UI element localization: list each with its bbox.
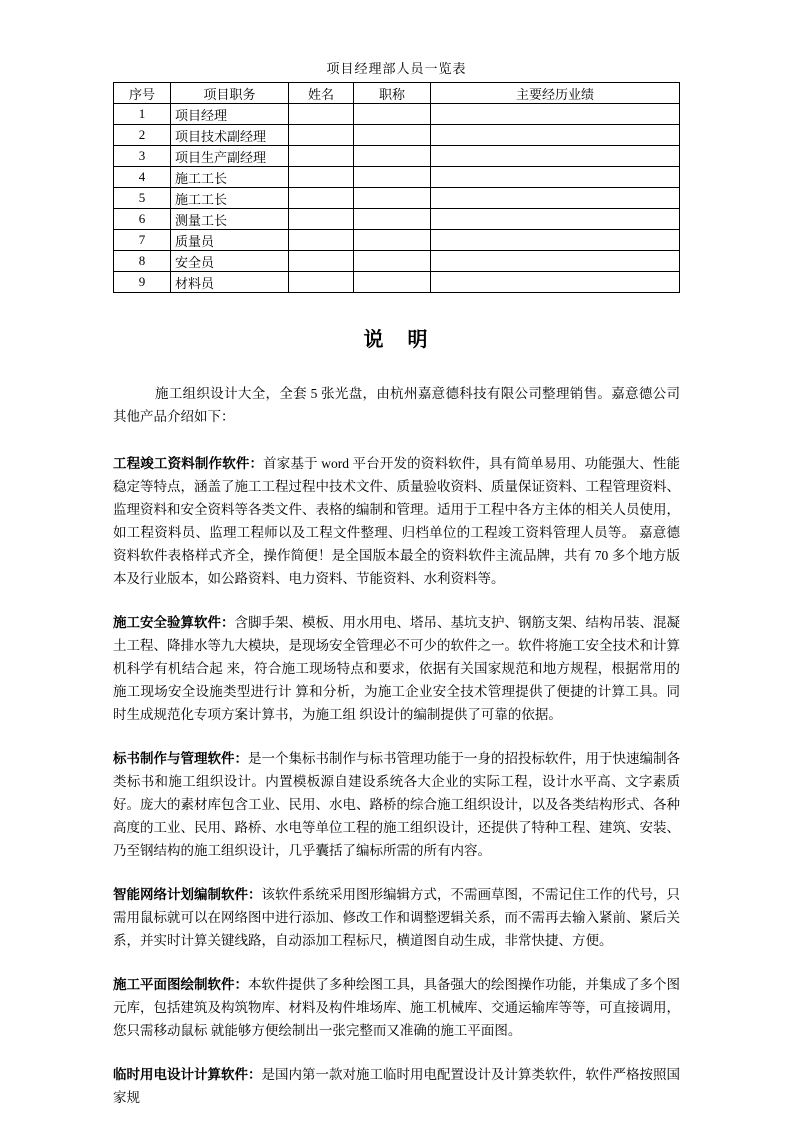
table-cell-position: 质量员 bbox=[171, 230, 289, 251]
table-row bbox=[114, 104, 680, 125]
table-cell-name bbox=[289, 230, 354, 251]
software-name-label: 智能网络计划编制软件： bbox=[113, 887, 262, 902]
table-cell-name bbox=[289, 188, 354, 209]
software-section bbox=[113, 1063, 680, 1109]
table-cell-achievements bbox=[431, 209, 680, 230]
software-name-label: 施工平面图绘制软件： bbox=[113, 977, 248, 992]
table-cell-name bbox=[289, 209, 354, 230]
table-cell-no: 5 bbox=[114, 188, 171, 209]
personnel-table-body bbox=[114, 104, 680, 293]
table-cell-position: 项目技术副经理 bbox=[171, 125, 289, 146]
software-name-label: 临时用电设计计算软件： bbox=[113, 1067, 262, 1082]
table-cell-position: 项目经理 bbox=[171, 104, 289, 125]
software-section bbox=[113, 611, 680, 726]
personnel-table-header bbox=[114, 83, 680, 104]
table-row bbox=[114, 167, 680, 188]
table-cell-achievements bbox=[431, 125, 680, 146]
table-cell-name bbox=[289, 125, 354, 146]
table-cell-no: 8 bbox=[114, 251, 171, 272]
header-cell-no: 序号 bbox=[114, 83, 171, 104]
table-cell-achievements bbox=[431, 104, 680, 125]
software-description: 该软件系统采用图形编辑方式，不需画草图，不需记住工作的代号，只需用鼠标就可以在网络图中进行添加、修改工作和调整逻辑关系，而不需再去输入紧前、紧后关系，并实时计算关键线路，自动添加工程标尺，横道图自动生成，非常快捷、方便。 bbox=[113, 887, 680, 948]
table-cell-position: 项目生产副经理 bbox=[171, 146, 289, 167]
header-cell-position: 项目职务 bbox=[171, 83, 289, 104]
table-cell-achievements bbox=[431, 188, 680, 209]
software-description: 含脚手架、模板、用水用电、塔吊、基坑支护、钢筋支架、结构吊装、混凝土工程、降排水等九大模块，是现场安全管理必不可少的软件之一。软件将施工安全技术和计算机科学有机结合起 来，符合施工现场特点和要求，依据有关国家规范和地方规程，根据常用的施工现场安全设施类型进行计 算和分析，为施工企业安全技术管理提供了便捷的计算工具。同时生成规范化专项方案计算书，为施工组 织设计的编制提供了可靠的依据。 bbox=[113, 615, 680, 722]
table-cell-title bbox=[354, 125, 431, 146]
table-cell-no: 7 bbox=[114, 230, 171, 251]
table-cell-title bbox=[354, 104, 431, 125]
table-row bbox=[114, 146, 680, 167]
table-cell-title bbox=[354, 188, 431, 209]
table-cell-position: 施工工长 bbox=[171, 167, 289, 188]
table-cell-position: 施工工长 bbox=[171, 188, 289, 209]
table-cell-title bbox=[354, 146, 431, 167]
table-row bbox=[114, 209, 680, 230]
intro-paragraph: 施工组织设计大全，全套 5 张光盘，由杭州嘉意德科技有限公司整理销售。嘉意德公司其他产品介绍如下： bbox=[113, 386, 680, 424]
table-header-row bbox=[114, 83, 680, 104]
table-cell-name bbox=[289, 104, 354, 125]
table-cell-no: 4 bbox=[114, 167, 171, 188]
software-section bbox=[113, 452, 680, 590]
software-description: 是一个集标书制作与标书管理功能于一身的招投标软件，用于快速编制各类标书和施工组织设计。内置模板源自建设系统各大企业的实际工程，设计水平高、文字素质好。庞大的素材库包含工业、民用、水电、路桥的综合施工组织设计，以及各类结构形式、各种高度的工业、民用、路桥、水电等单位工程的施工组织设计，还提供了特种工程、建筑、安装、乃至钢结构的施工组织设计，几乎囊括了编标所需的所有内容。 bbox=[113, 751, 680, 858]
table-cell-position: 测量工长 bbox=[171, 209, 289, 230]
table-cell-title bbox=[354, 209, 431, 230]
software-description: 是国内第一款对施工临时用电配置设计及计算类软件，软件严格按照国家规 bbox=[113, 1067, 680, 1105]
table-cell-no: 2 bbox=[114, 125, 171, 146]
software-section bbox=[113, 883, 680, 952]
table-cell-name bbox=[289, 146, 354, 167]
software-description: 本软件提供了多种绘图工具，具备强大的绘图操作功能，并集成了多个图元库，包括建筑及构筑物库、材料及构件堆场库、施工机械库、交通运输库等等，可直接调用，您只需移动鼠标 就能够方便绘制出一张完整而又准确的施工平面图。 bbox=[113, 977, 680, 1038]
table-cell-position: 安全员 bbox=[171, 251, 289, 272]
table-cell-name bbox=[289, 272, 354, 293]
table-cell-achievements bbox=[431, 167, 680, 188]
table-cell-name bbox=[289, 167, 354, 188]
table-cell-achievements bbox=[431, 251, 680, 272]
software-description: 首家基于 word 平台开发的资料软件，具有简单易用、功能强大、性能稳定等特点，涵盖了施工工程过程中技术文件、质量验收资料、质量保证资料、工程管理资料、监理资料和安全资料等各类文件、表格的编制和管理。适用于工程中各方主体的相关人员使用，如工程资料员、监理工程师以及工程文件整理、归档单位的工程竣工资料管理人员等。 嘉意德资料软件表格样式齐全，操作简便！是全国版本最全的资料软件主流品牌，共有 70 多个地方版本及行业版本，如公路资料、电力资料、节能资料、水利资料等。 bbox=[113, 456, 681, 586]
table-cell-achievements bbox=[431, 272, 680, 293]
software-section bbox=[113, 973, 680, 1042]
software-section bbox=[113, 747, 680, 862]
table-row bbox=[114, 272, 680, 293]
table-cell-no: 1 bbox=[114, 104, 171, 125]
table-row bbox=[114, 125, 680, 146]
table-cell-no: 9 bbox=[114, 272, 171, 293]
personnel-table bbox=[113, 82, 680, 293]
table-cell-name bbox=[289, 251, 354, 272]
software-name-label: 施工安全验算软件： bbox=[113, 615, 235, 630]
table-row bbox=[114, 188, 680, 209]
table-row bbox=[114, 251, 680, 272]
explanation-heading: 说 明 bbox=[363, 329, 430, 351]
table-cell-position: 材料员 bbox=[171, 272, 289, 293]
table-cell-title bbox=[354, 167, 431, 188]
table-cell-achievements bbox=[431, 146, 680, 167]
table-cell-achievements bbox=[431, 230, 680, 251]
table-cell-title bbox=[354, 230, 431, 251]
sections-container bbox=[113, 452, 680, 1109]
software-name-label: 标书制作与管理软件： bbox=[113, 751, 248, 766]
header-cell-name: 姓名 bbox=[289, 83, 354, 104]
table-title: 项目经理部人员一览表 bbox=[326, 61, 467, 76]
table-cell-no: 6 bbox=[114, 209, 171, 230]
table-cell-no: 3 bbox=[114, 146, 171, 167]
table-row bbox=[114, 230, 680, 251]
software-name-label: 工程竣工资料制作软件： bbox=[113, 456, 264, 471]
table-cell-title bbox=[354, 251, 431, 272]
header-cell-achievements: 主要经历业绩 bbox=[431, 83, 680, 104]
header-cell-title: 职称 bbox=[354, 83, 431, 104]
table-cell-title bbox=[354, 272, 431, 293]
